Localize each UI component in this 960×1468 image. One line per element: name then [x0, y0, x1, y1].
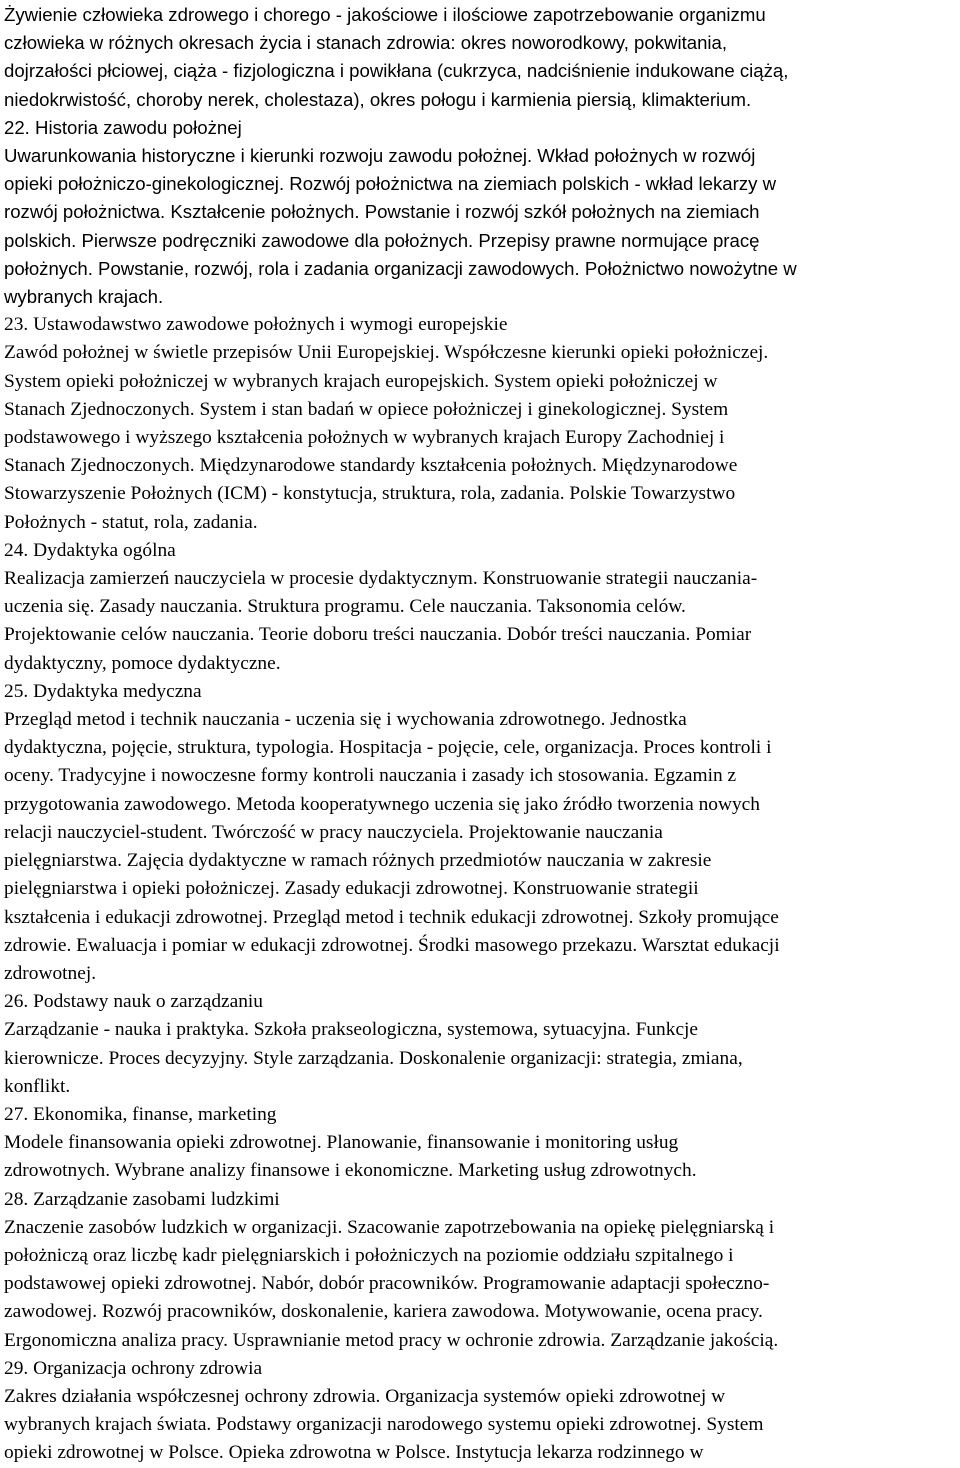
text-line: niedokrwistość, choroby nerek, cholestaza), okres połogu i karmienia piersią, klimakterium.: [4, 88, 752, 110]
text-line: Znaczenie zasobów ludzkich w organizacji. Szacowanie zapotrzebowania na opiekę pielęgniarską i: [4, 1216, 775, 1238]
text-line: Ergonomiczna analiza pracy. Usprawnianie metod pracy w ochronie zdrowia. Zarządzanie jakością.: [4, 1329, 779, 1351]
text-line: pielęgniarstwa. Zajęcia dydaktyczne w ramach różnych przedmiotów nauczania w zakresie: [4, 850, 712, 872]
text-line: konflikt.: [4, 1075, 71, 1097]
text-line: Stowarzyszenie Położnych (ICM) - konstytucja, struktura, rola, zadania. Polskie Towarzystwo: [4, 483, 736, 505]
text-line: dydaktyczny, pomoce dydaktyczne.: [4, 652, 281, 674]
text-line: pielęgniarstwa i opieki położniczej. Zasady edukacji zdrowotnej. Konstruowanie strategii: [4, 878, 699, 900]
text-line: opieki zdrowotnej w Polsce. Opieka zdrowotna w Polsce. Instytucja lekarza rodzinnego w: [4, 1442, 704, 1464]
text-line: zdrowotnej.: [4, 962, 97, 984]
text-line: kształcenia i edukacji zdrowotnej. Przegląd metod i technik edukacji zdrowotnej. Szkoły promujące: [4, 906, 779, 928]
text-line: 23. Ustawodawstwo zawodowe położnych i wymogi europejskie: [4, 314, 508, 336]
text-line: polskich. Pierwsze podręczniki zawodowe dla położnych. Przepisy prawne normujące pracę: [4, 229, 760, 251]
text-line: zdrowotnych. Wybrane analizy finansowe i ekonomiczne. Marketing usług zdrowotnych.: [4, 1160, 697, 1182]
text-line: przygotowania zawodowego. Metoda kooperatywnego uczenia się jako źródło tworzenia nowych: [4, 793, 760, 815]
text-line: kierownicze. Proces decyzyjny. Style zarządzania. Doskonalenie organizacji: strategia, zmiana,: [4, 1047, 743, 1069]
text-line: Modele finansowania opieki zdrowotnej. Planowanie, finansowanie i monitoring usług: [4, 1132, 679, 1154]
text-line: człowieka w różnych okresach życia i stanach zdrowia: okres noworodkowy, pokwitania,: [4, 32, 728, 54]
text-line: Projektowanie celów nauczania. Teorie doboru treści nauczania. Dobór treści nauczania. Pomiar: [4, 624, 752, 646]
text-line: Zawód położnej w świetle przepisów Unii Europejskiej. Współczesne kierunki opieki położniczej.: [4, 342, 769, 364]
text-line: oceny. Tradycyjne i nowoczesne formy kontroli nauczania i zasady ich stosowania. Egzamin z: [4, 765, 737, 787]
text-line: 25. Dydaktyka medyczna: [4, 680, 202, 702]
text-line: 28. Zarządzanie zasobami ludzkimi: [4, 1188, 280, 1210]
text-line: Przegląd metod i technik nauczania - uczenia się i wychowania zdrowotnego. Jednostka: [4, 709, 687, 731]
text-line: opieki położniczo-ginekologicznej. Rozwój położnictwa na ziemiach polskich - wkład lekarzy w: [4, 173, 776, 195]
text-line: dydaktyczna, pojęcie, struktura, typologia. Hospitacja - pojęcie, cele, organizacja. Proces kontroli i: [4, 737, 772, 759]
text-line: Uwarunkowania historyczne i kierunki rozwoju zawodu położnej. Wkład położnych w rozwój: [4, 145, 756, 167]
text-line: Żywienie człowieka zdrowego i chorego - jakościowe i ilościowe zapotrzebowanie organizmu: [4, 4, 766, 25]
text-line: relacji nauczyciel-student. Twórczość w pracy nauczyciela. Projektowanie nauczania: [4, 821, 663, 843]
text-line: Stanach Zjednoczonych. System i stan badań w opiece położniczej i ginekologicznej. System: [4, 398, 729, 420]
text-line: 27. Ekonomika, finanse, marketing: [4, 1103, 277, 1125]
text-line: Stanach Zjednoczonych. Międzynarodowe standardy kształcenia położnych. Międzynarodowe: [4, 455, 738, 477]
text-line: dojrzałości płciowej, ciąża - fizjologiczna i powikłana (cukrzyca, nadciśnienie indukowane ciążą,: [4, 60, 789, 82]
text-line: podstawowej opieki zdrowotnej. Nabór, dobór pracowników. Programowanie adaptacji społeczno-: [4, 1273, 770, 1295]
text-line: Położnych - statut, rola, zadania.: [4, 511, 258, 533]
text-line: wybranych krajach.: [4, 286, 164, 308]
text-line: uczenia się. Zasady nauczania. Struktura programu. Cele nauczania. Taksonomia celów.: [4, 596, 686, 618]
text-line: Realizacja zamierzeń nauczyciela w procesie dydaktycznym. Konstruowanie strategii nauczania-: [4, 568, 758, 590]
text-line: zawodowej. Rozwój pracowników, doskonalenie, kariera zawodowa. Motywowanie, ocena pracy.: [4, 1301, 763, 1323]
text-line: położniczą oraz liczbę kadr pielęgniarskich i położniczych na poziomie oddziału szpitalnego i: [4, 1244, 734, 1266]
text-line: wybranych krajach świata. Podstawy organizacji narodowego systemu opieki zdrowotnej. System: [4, 1414, 764, 1436]
text-line: podstawowego i wyższego kształcenia położnych w wybranych krajach Europy Zachodniej i: [4, 427, 725, 449]
text-line: 29. Organizacja ochrony zdrowia: [4, 1357, 263, 1379]
text-line: 26. Podstawy nauk o zarządzaniu: [4, 991, 263, 1013]
text-line: 22. Historia zawodu położnej: [4, 116, 242, 138]
text-line: zdrowie. Ewaluacja i pomiar w edukacji zdrowotnej. Środki masowego przekazu. Warsztat edukacji: [4, 934, 780, 956]
text-line: Zarządzanie - nauka i praktyka. Szkoła prakseologiczna, systemowa, sytuacyjna. Funkcje: [4, 1019, 699, 1041]
text-line: położnych. Powstanie, rozwój, rola i zadania organizacji zawodowych. Położnictwo nowożytne w: [4, 257, 797, 279]
text-line: rozwój położnictwa. Kształcenie położnych. Powstanie i rozwój szkół położnych na ziemiach: [4, 201, 760, 223]
text-line: Zakres działania współczesnej ochrony zdrowia. Organizacja systemów opieki zdrowotnej w: [4, 1385, 726, 1407]
text-line: 24. Dydaktyka ogólna: [4, 539, 176, 561]
text-line: System opieki położniczej w wybranych krajach europejskich. System opieki położniczej w: [4, 370, 718, 392]
